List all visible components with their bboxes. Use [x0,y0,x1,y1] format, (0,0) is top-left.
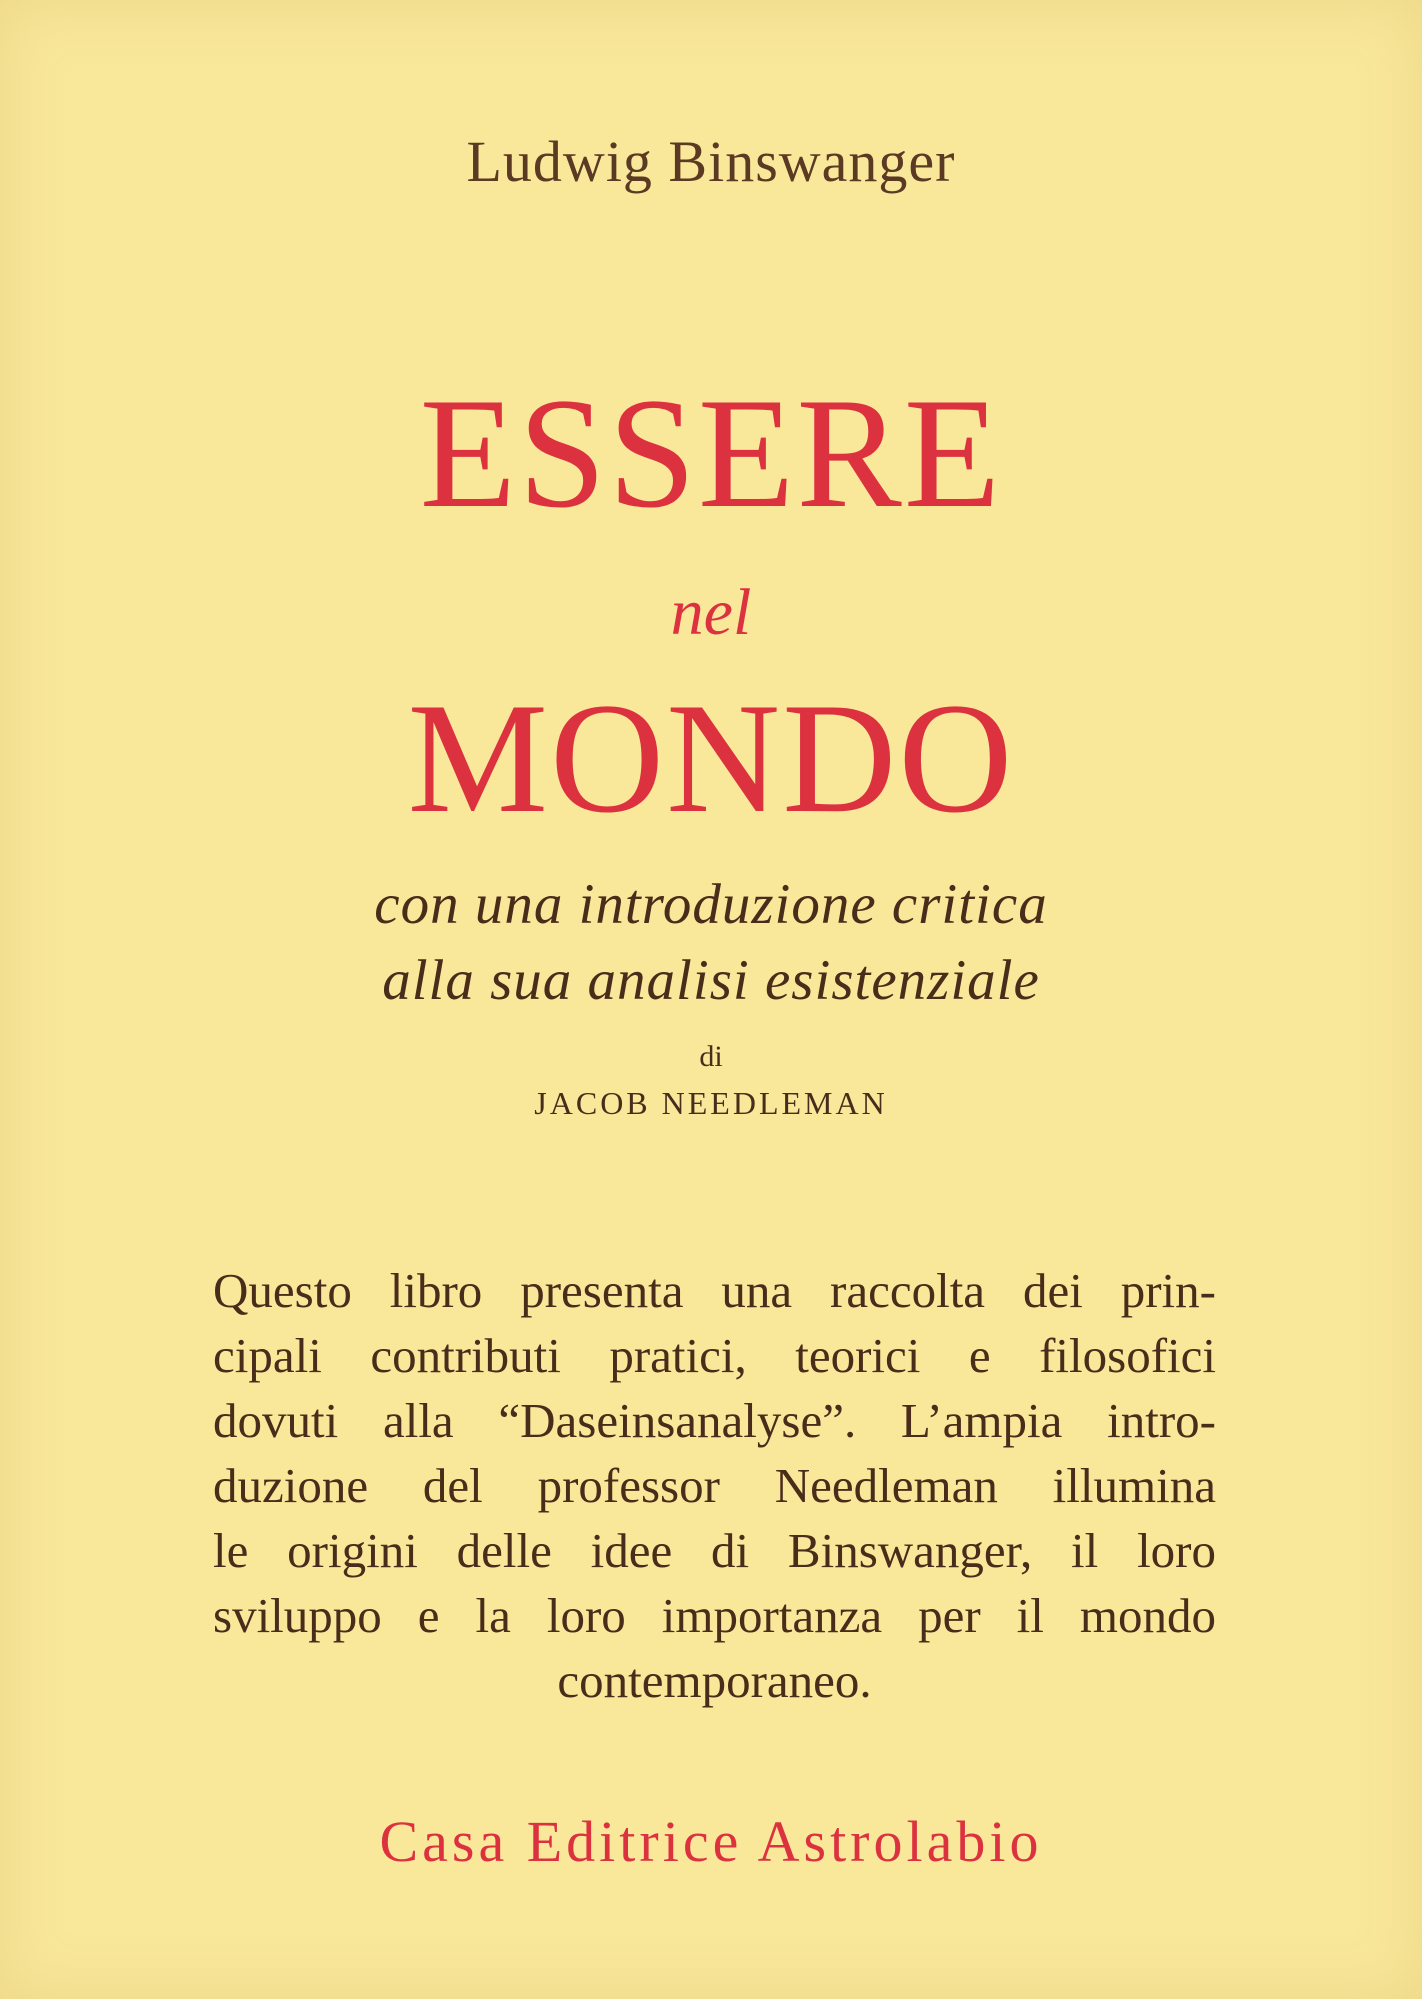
blurb-line: le origini delle idee di Binswanger, il loro [213,1523,1216,1578]
blurb-line: duzione del professor Needleman illumina [213,1458,1216,1513]
title-line-essere: ESSERE [419,366,1003,541]
subtitle-line-2: alla sua analisi esistenziale [382,949,1040,1012]
blurb-line: cipali contributi pratici, teorici e filosofici [213,1328,1216,1383]
blurb-line: contemporaneo. [557,1653,872,1708]
author-name: Ludwig Binswanger [466,129,956,194]
title-line-nel: nel [670,576,752,649]
blurb-line: dovuti alla “Daseinsanalyse”. L’ampia intro- [213,1393,1216,1448]
introduction-author: JACOB NEEDLEMAN [534,1085,888,1121]
blurb-line: sviluppo e la loro importanza per il mondo [213,1588,1216,1643]
title-line-mondo: MONDO [407,671,1015,846]
byline-prefix: di [699,1040,723,1073]
blurb-line: Questo libro presenta una raccolta dei prin- [213,1263,1216,1318]
publisher-name: Casa Editrice Astrolabio [379,1809,1043,1874]
subtitle-line-1: con una introduzione critica [374,873,1048,936]
blurb-paragraph [213,1258,1216,1713]
